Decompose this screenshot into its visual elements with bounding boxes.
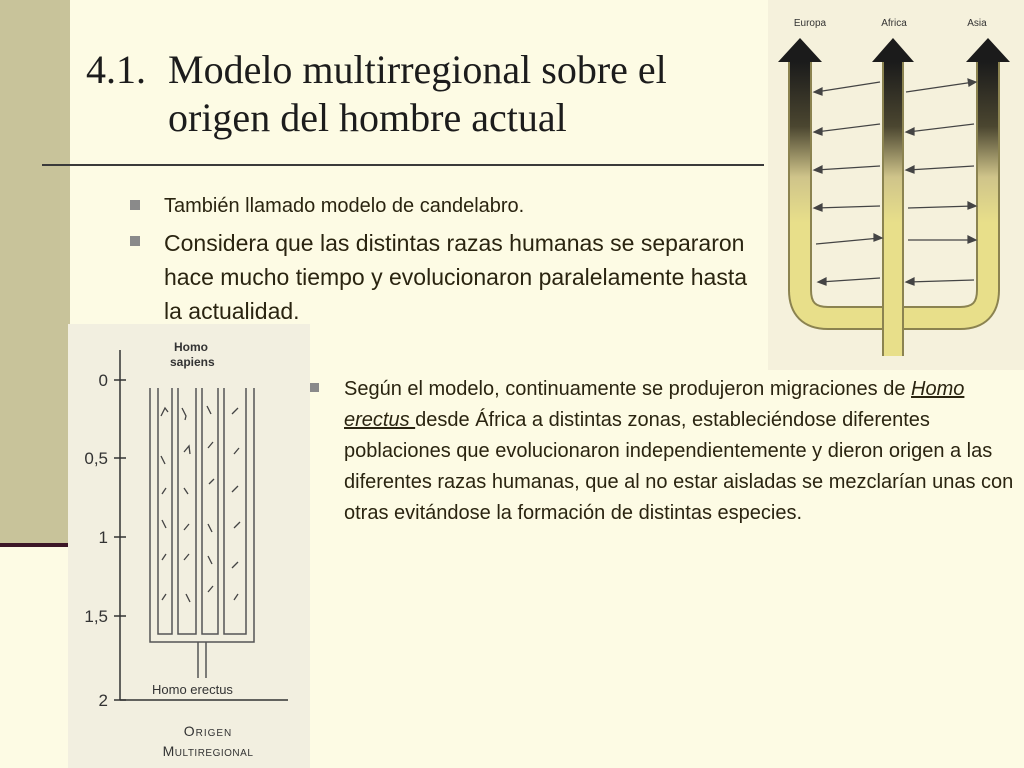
homo-erectus-link[interactable]: Homo erectus: [344, 378, 965, 431]
homo-sapiens-label: Homo: [174, 340, 208, 354]
bullet-marker-icon: [310, 383, 319, 392]
candelabra-figure: [768, 0, 1024, 370]
title-line2: origen del hombre actual: [168, 95, 567, 140]
arm-europa: [790, 62, 810, 292]
diagram-caption: Origen: [183, 723, 233, 739]
bullet-item: [128, 226, 768, 328]
lineage-tubes: [150, 388, 254, 678]
homo-sapiens-label: sapiens: [170, 355, 215, 369]
diagram-caption: Multiregional: [162, 743, 254, 759]
homo-erectus-label: Homo erectus: [152, 682, 233, 697]
side-band: [0, 0, 70, 545]
bullet-item: [128, 192, 768, 220]
axis-tick-label: 1,5: [84, 607, 108, 626]
slide-title: [86, 46, 776, 142]
bullet-marker-icon: [130, 236, 140, 246]
region-label-europa: Europa: [793, 18, 827, 29]
paragraph-text: Según el modelo, continuamente se produjeron migraciones de: [344, 378, 912, 400]
model-paragraph: [308, 374, 1024, 529]
title-divider: [42, 164, 764, 166]
arrowhead-africa-icon: [872, 38, 914, 62]
arrowhead-europa-icon: [778, 38, 822, 62]
title-line1: Modelo multirregional sobre el: [168, 47, 667, 92]
bullet-text: Considera que las distintas razas humanas se separaron hace mucho tiempo y evolucionaron paralelamente hasta la actualidad.: [164, 230, 748, 324]
bullet-marker-icon: [130, 200, 140, 210]
arrowhead-asia-icon: [966, 38, 1010, 62]
multiregional-diagram: [68, 324, 310, 768]
region-label-africa: Africa: [881, 18, 907, 29]
title-number: 4.1.: [86, 47, 146, 92]
region-label-asia: Asia: [967, 18, 987, 29]
axis-tick-label: 0: [98, 371, 108, 390]
paragraph-text: desde África a distintas zonas, estableciéndose diferentes poblaciones que evolucionaron independientemente y dieron origen a las diferentes razas humanas, que al no estar aisladas se mezclarían unas con otras evitándose la formación de distintas especies.: [344, 409, 1014, 524]
bullet-list: [128, 192, 768, 328]
arm-asia: [978, 62, 998, 292]
bullet-text: También llamado modelo de candelabro.: [164, 195, 525, 217]
arm-africa: [884, 62, 902, 292]
axis-tick-label: 2: [98, 691, 108, 710]
axis-tick-label: 1: [98, 528, 108, 547]
axis-tick-label: 0,5: [84, 449, 108, 468]
migration-marks: [161, 406, 240, 602]
